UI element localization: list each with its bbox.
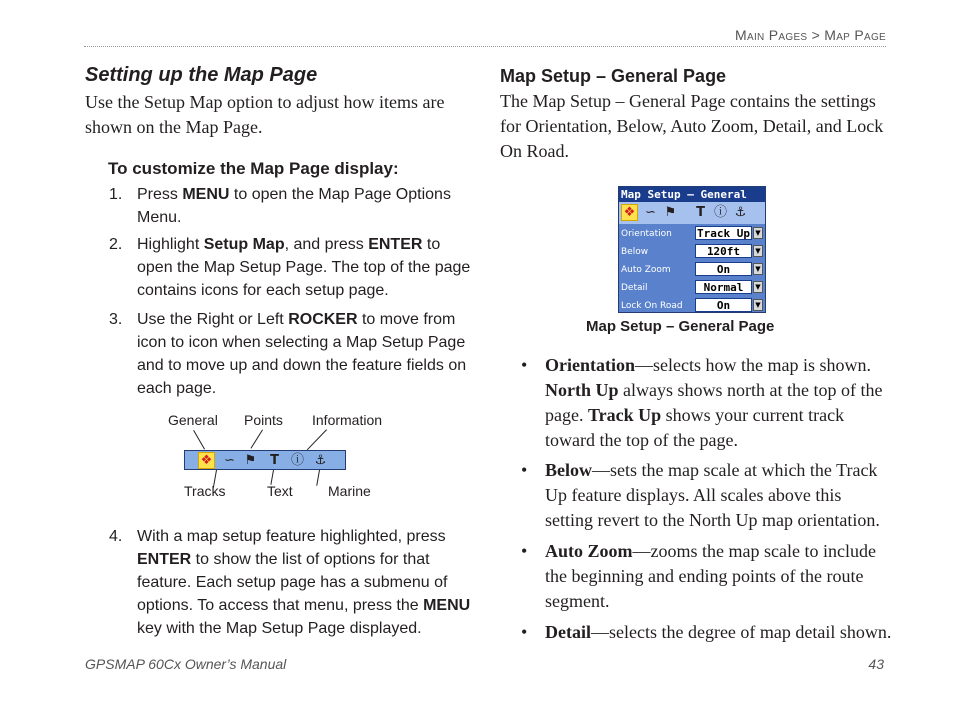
bullet-detail — [521, 620, 891, 645]
bullet-text: Below—sets the map scale at which the Track Up feature displays. All scales above this setting revert to the North Up map orientation. — [545, 460, 880, 530]
bullet-dot: • — [521, 355, 528, 375]
below-row — [619, 242, 765, 260]
step-text: Use the Right or Left ROCKER to move from icon to icon when selecting a Map Setup Page and to move up and down the feature fields on each page. — [137, 311, 467, 397]
field-label: Auto Zoom — [621, 265, 671, 275]
auto-zoom-row — [619, 260, 765, 278]
bullet-dot: • — [521, 541, 528, 561]
device-icon-bar — [619, 202, 765, 224]
label-points: Points — [244, 412, 283, 428]
label-tracks: Tracks — [184, 483, 226, 499]
bullet-orientation — [521, 353, 891, 453]
orientation-select[interactable]: Track Up — [695, 226, 752, 240]
callout-line — [307, 429, 327, 450]
step-3 — [109, 308, 479, 400]
below-select[interactable]: 120ft — [695, 244, 752, 258]
field-label: Detail — [621, 283, 648, 293]
dropdown-arrow-icon[interactable]: ▼ — [753, 227, 763, 239]
field-label: Below — [621, 247, 649, 257]
auto-zoom-select[interactable]: On — [695, 262, 752, 276]
intro-paragraph: Use the Setup Map option to adjust how items are shown on the Map Page. — [85, 92, 445, 137]
step-number: 2. — [109, 236, 123, 253]
text-icon[interactable]: T — [270, 453, 279, 468]
label-information: Information — [312, 412, 383, 428]
device-fields — [619, 224, 765, 313]
header-rule — [84, 46, 886, 47]
lock-on-road-row — [619, 296, 765, 313]
field-label: Orientation — [621, 229, 672, 239]
setup-icon-strip — [184, 450, 346, 470]
label-marine: Marine — [328, 483, 371, 499]
step-text: With a map setup feature highlighted, press ENTER to show the list of options for that feature. Each setup page has a submenu of options. To access that menu, press the MENU key with the Map Setup Page displayed. — [137, 528, 471, 637]
dropdown-arrow-icon[interactable]: ▼ — [753, 245, 763, 257]
bullet-text: Detail—selects the degree of map detail shown. — [545, 622, 892, 642]
step-2 — [109, 233, 479, 305]
step-4 — [109, 525, 479, 640]
bullet-dot: • — [521, 622, 528, 642]
right-intro-paragraph: The Map Setup – General Page contains the settings for Orientation, Below, Auto Zoom, Detail, and Lock On Road. — [500, 91, 884, 161]
subsection-title: Map Setup – General Page — [500, 66, 727, 86]
general-icon[interactable]: ❖ — [200, 453, 213, 468]
page-number: 43 — [868, 656, 884, 672]
procedure-title: To customize the Map Page display: — [108, 159, 399, 178]
section-title: Setting up the Map Page — [85, 64, 318, 86]
dropdown-arrow-icon[interactable]: ▼ — [753, 263, 763, 275]
information-icon[interactable]: ⓘ — [290, 453, 304, 468]
bullet-text: Orientation—selects how the map is shown. North Up always shows north at the top of the page. Track Up shows your current track toward the top of the page. — [545, 355, 883, 450]
dropdown-arrow-icon[interactable]: ▼ — [753, 281, 763, 293]
tracks-icon[interactable]: ∽ — [645, 205, 656, 220]
device-screenshot — [618, 186, 766, 313]
bullet-below — [521, 458, 891, 533]
label-text: Text — [267, 483, 293, 499]
marine-icon[interactable]: ⚓ — [314, 453, 327, 468]
step-number: 3. — [109, 311, 123, 328]
footer-manual-title: GPSMAP 60Cx Owner’s Manual — [85, 656, 287, 672]
text-icon[interactable]: T — [696, 205, 705, 220]
step-number: 1. — [109, 186, 123, 203]
lock-on-road-select[interactable]: On — [695, 298, 752, 312]
information-icon[interactable]: ⓘ — [713, 205, 727, 220]
points-icon[interactable]: ⚑ — [244, 453, 257, 468]
general-icon[interactable]: ❖ — [623, 205, 636, 220]
dropdown-arrow-icon[interactable]: ▼ — [753, 299, 763, 311]
bullet-auto-zoom — [521, 539, 891, 614]
breadcrumb: Main Pages > Map Page — [735, 27, 886, 43]
callout-line — [250, 429, 263, 448]
bullet-text: Auto Zoom—zooms the map scale to include the beginning and ending points of the route segment. — [545, 541, 876, 611]
label-general: General — [168, 412, 218, 428]
callout-line — [193, 430, 205, 450]
orientation-row — [619, 224, 765, 242]
step-number: 4. — [109, 528, 123, 545]
detail-row — [619, 278, 765, 296]
step-1 — [109, 183, 479, 233]
tracks-icon[interactable]: ∽ — [224, 453, 235, 468]
detail-select[interactable]: Normal — [695, 280, 752, 294]
step-text: Highlight Setup Map, and press ENTER to open the Map Setup Page. The top of the page contains icons for each setup page. — [137, 236, 471, 299]
bullet-dot: • — [521, 460, 528, 480]
figure-caption: Map Setup – General Page — [586, 318, 775, 335]
device-title: Map Setup – General — [619, 187, 765, 202]
marine-icon[interactable]: ⚓ — [734, 205, 747, 220]
points-icon[interactable]: ⚑ — [664, 205, 677, 220]
step-text: Press MENU to open the Map Page Options Menu. — [137, 186, 451, 226]
field-label: Lock On Road — [621, 301, 683, 311]
callout-line — [316, 470, 320, 486]
